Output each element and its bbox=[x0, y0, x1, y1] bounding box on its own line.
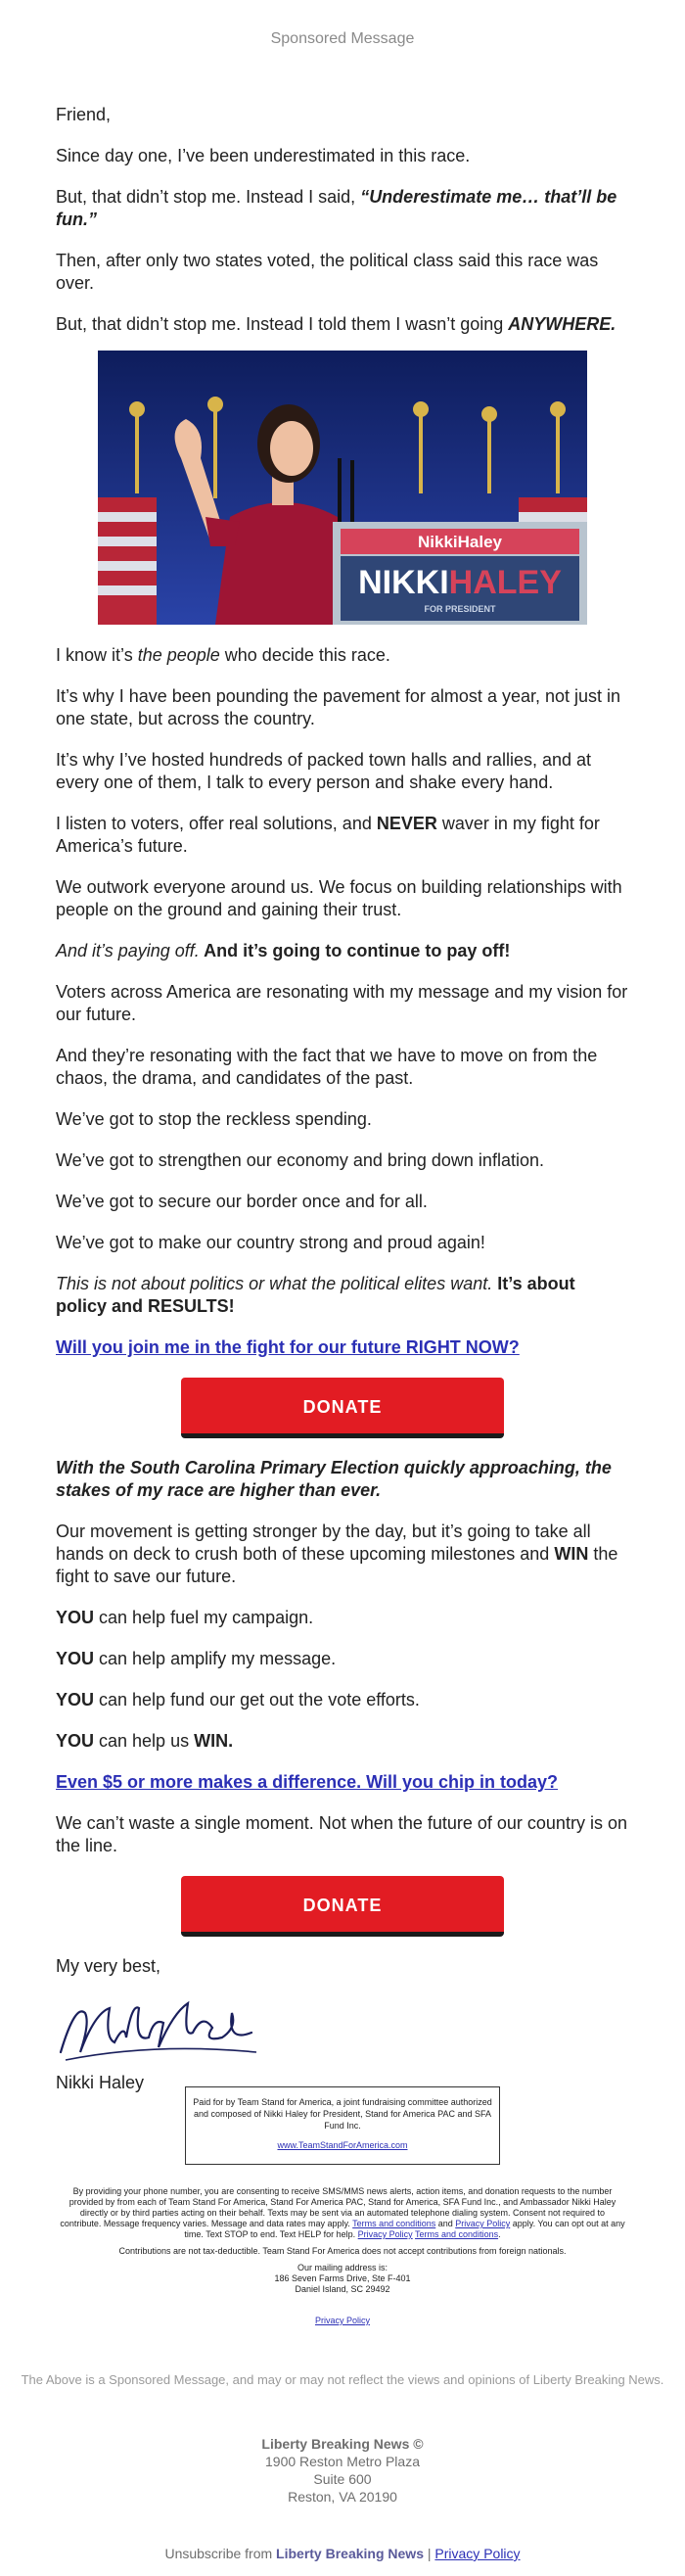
paragraph-4: But, that didn’t stop me. Instead I told them I wasn’t going ANYWHERE. bbox=[56, 314, 616, 334]
paragraph-12: And they’re resonating with the fact that we have to move on from the chaos, the drama, and candidates of the past. bbox=[56, 1046, 598, 1088]
you-line-2: YOU can help amplify my message. bbox=[56, 1649, 337, 1668]
sign-top-text: NikkiHaley bbox=[418, 533, 502, 551]
sign-sub-text: FOR PRESIDENT bbox=[424, 604, 496, 614]
unsubscribe-link[interactable]: Unsubscribe from Liberty Breaking News bbox=[164, 2546, 424, 2561]
paragraph-14: We’ve got to strengthen our economy and bring down inflation. bbox=[56, 1150, 544, 1170]
footer-addr-2: Suite 600 bbox=[313, 2471, 372, 2487]
hero-photo bbox=[98, 351, 587, 625]
terms-link-1[interactable]: Terms and conditions bbox=[352, 2219, 436, 2228]
paragraph-17: This is not about politics or what the political elites want. It’s about policy and RESULTS! bbox=[56, 1274, 575, 1316]
cta-2 bbox=[56, 1771, 629, 1794]
closing: My very best, bbox=[56, 1956, 161, 1976]
you-line-1: YOU can help fuel my campaign. bbox=[56, 1608, 314, 1627]
mail-line-2: Daniel Island, SC 29492 bbox=[295, 2284, 390, 2294]
privacy-link-2[interactable]: Privacy Policy bbox=[357, 2229, 413, 2239]
footer-address bbox=[0, 2435, 685, 2506]
mail-label: Our mailing address is: bbox=[297, 2263, 388, 2272]
paragraph-8: I listen to voters, offer real solutions, and NEVER waver in my fight for America’s future. bbox=[56, 814, 600, 856]
terms-link-2[interactable]: Terms and conditions bbox=[415, 2229, 499, 2239]
donate-button-2[interactable]: DONATE bbox=[181, 1876, 504, 1937]
sponsored-note: The Above is a Sponsored Message, and may or may not reflect the views and opinions of Liberty Breaking News. bbox=[21, 2372, 664, 2387]
you-line-3: YOU can help fund our get out the vote efforts. bbox=[56, 1690, 420, 1710]
paragraph-7: It’s why I’ve hosted hundreds of packed town halls and rallies, and at every one of them, I talk to every person and shake every hand. bbox=[56, 750, 591, 792]
paragraph-11: Voters across America are resonating with my message and my vision for our future. bbox=[56, 982, 628, 1024]
donate-button-1[interactable]: DONATE bbox=[181, 1378, 504, 1438]
paragraph-2: But, that didn’t stop me. Instead I said, “Underestimate me… that’ll be fun.” bbox=[56, 187, 617, 229]
sign-name-text: NIKKIHALEY bbox=[358, 564, 562, 601]
contrib-text: Contributions are not tax-deductible. Team Stand For America does not accept contributions from foreign nationals. bbox=[118, 2246, 567, 2256]
unsubscribe-line: Unsubscribe from Liberty Breaking News | Privacy Policy bbox=[164, 2546, 521, 2561]
paid-for-text: Paid for by Team Stand for America, a joint fundraising committee authorized and composed of Nikki Haley for President, Stand for America PAC and SFA Fund Inc. bbox=[193, 2097, 492, 2131]
paragraph-6: It’s why I have been pounding the pavement for almost a year, not just in one state, but across the country. bbox=[56, 686, 621, 728]
fine-print bbox=[59, 2186, 626, 2295]
paragraph-5: I know it’s the people who decide this race. bbox=[56, 645, 390, 665]
paragraph-18: With the South Carolina Primary Election quickly approaching, the stakes of my race are higher than ever. bbox=[56, 1458, 612, 1500]
footer-privacy-link[interactable]: Privacy Policy bbox=[434, 2546, 521, 2561]
cta-1 bbox=[56, 1336, 629, 1359]
team-site-link[interactable]: www.TeamStandForAmerica.com bbox=[277, 2140, 408, 2150]
paragraph-16: We’ve got to make our country strong and proud again! bbox=[56, 1233, 485, 1252]
paragraph-3: Then, after only two states voted, the political class said this race was over. bbox=[56, 251, 599, 293]
privacy-link-3[interactable]: Privacy Policy bbox=[314, 2316, 370, 2325]
privacy-link-1[interactable]: Privacy Policy bbox=[455, 2219, 511, 2228]
paragraph-20: We can’t waste a single moment. Not when the future of our country is on the line. bbox=[56, 1813, 627, 1855]
you-line-4: YOU can help us WIN. bbox=[56, 1731, 234, 1751]
mail-line-1: 186 Seven Farms Drive, Ste F-401 bbox=[274, 2273, 411, 2283]
join-fight-link[interactable]: Will you join me in the fight for our future RIGHT NOW? bbox=[56, 1337, 520, 1357]
signature-image bbox=[56, 1984, 261, 2072]
paragraph-9: We outwork everyone around us. We focus on building relationships with people on the ground and gaining their trust. bbox=[56, 877, 622, 919]
paragraph-15: We’ve got to secure our border once and for all. bbox=[56, 1192, 428, 1211]
footer-addr-3: Reston, VA 20190 bbox=[288, 2489, 397, 2505]
paid-for-box bbox=[185, 2086, 500, 2165]
paragraph-10: And it’s paying off. And it’s going to continue to pay off! bbox=[56, 941, 511, 960]
footer-brand: Liberty Breaking News © bbox=[261, 2436, 424, 2452]
greeting: Friend, bbox=[56, 105, 112, 124]
consent-text: By providing your phone number, you are consenting to receive SMS/MMS news alerts, action items, and donation requests to the number provided by from each of Team Stand For America, Stand For America PAC, Stand for America, SFA Fund Inc., and Ambassador Nikki Haley directly or by third parties acting on their behalf. Texts may be sent via an automated telephone dialing system. Consent not required to contribute. Message frequency varies. Message and data rates may apply. Terms and conditions and Privacy Policy apply. You can opt out at any time. Text STOP to end. Text HELP for help. Privacy Policy Terms and conditions. bbox=[60, 2186, 625, 2239]
paragraph-1: Since day one, I’ve been underestimated in this race. bbox=[56, 146, 471, 165]
footer-addr-1: 1900 Reston Metro Plaza bbox=[265, 2454, 420, 2469]
paragraph-19: Our movement is getting stronger by the day, but it’s going to take all hands on deck to crush both of these upcoming milestones and WIN the fight to save our future. bbox=[56, 1522, 618, 1586]
sponsored-label: Sponsored Message bbox=[270, 30, 415, 47]
paragraph-13: We’ve got to stop the reckless spending. bbox=[56, 1109, 372, 1129]
letter-body bbox=[56, 104, 629, 2094]
chip-in-link[interactable]: Even $5 or more makes a difference. Will you chip in today? bbox=[56, 1772, 558, 1792]
signature-name: Nikki Haley bbox=[56, 2073, 145, 2092]
